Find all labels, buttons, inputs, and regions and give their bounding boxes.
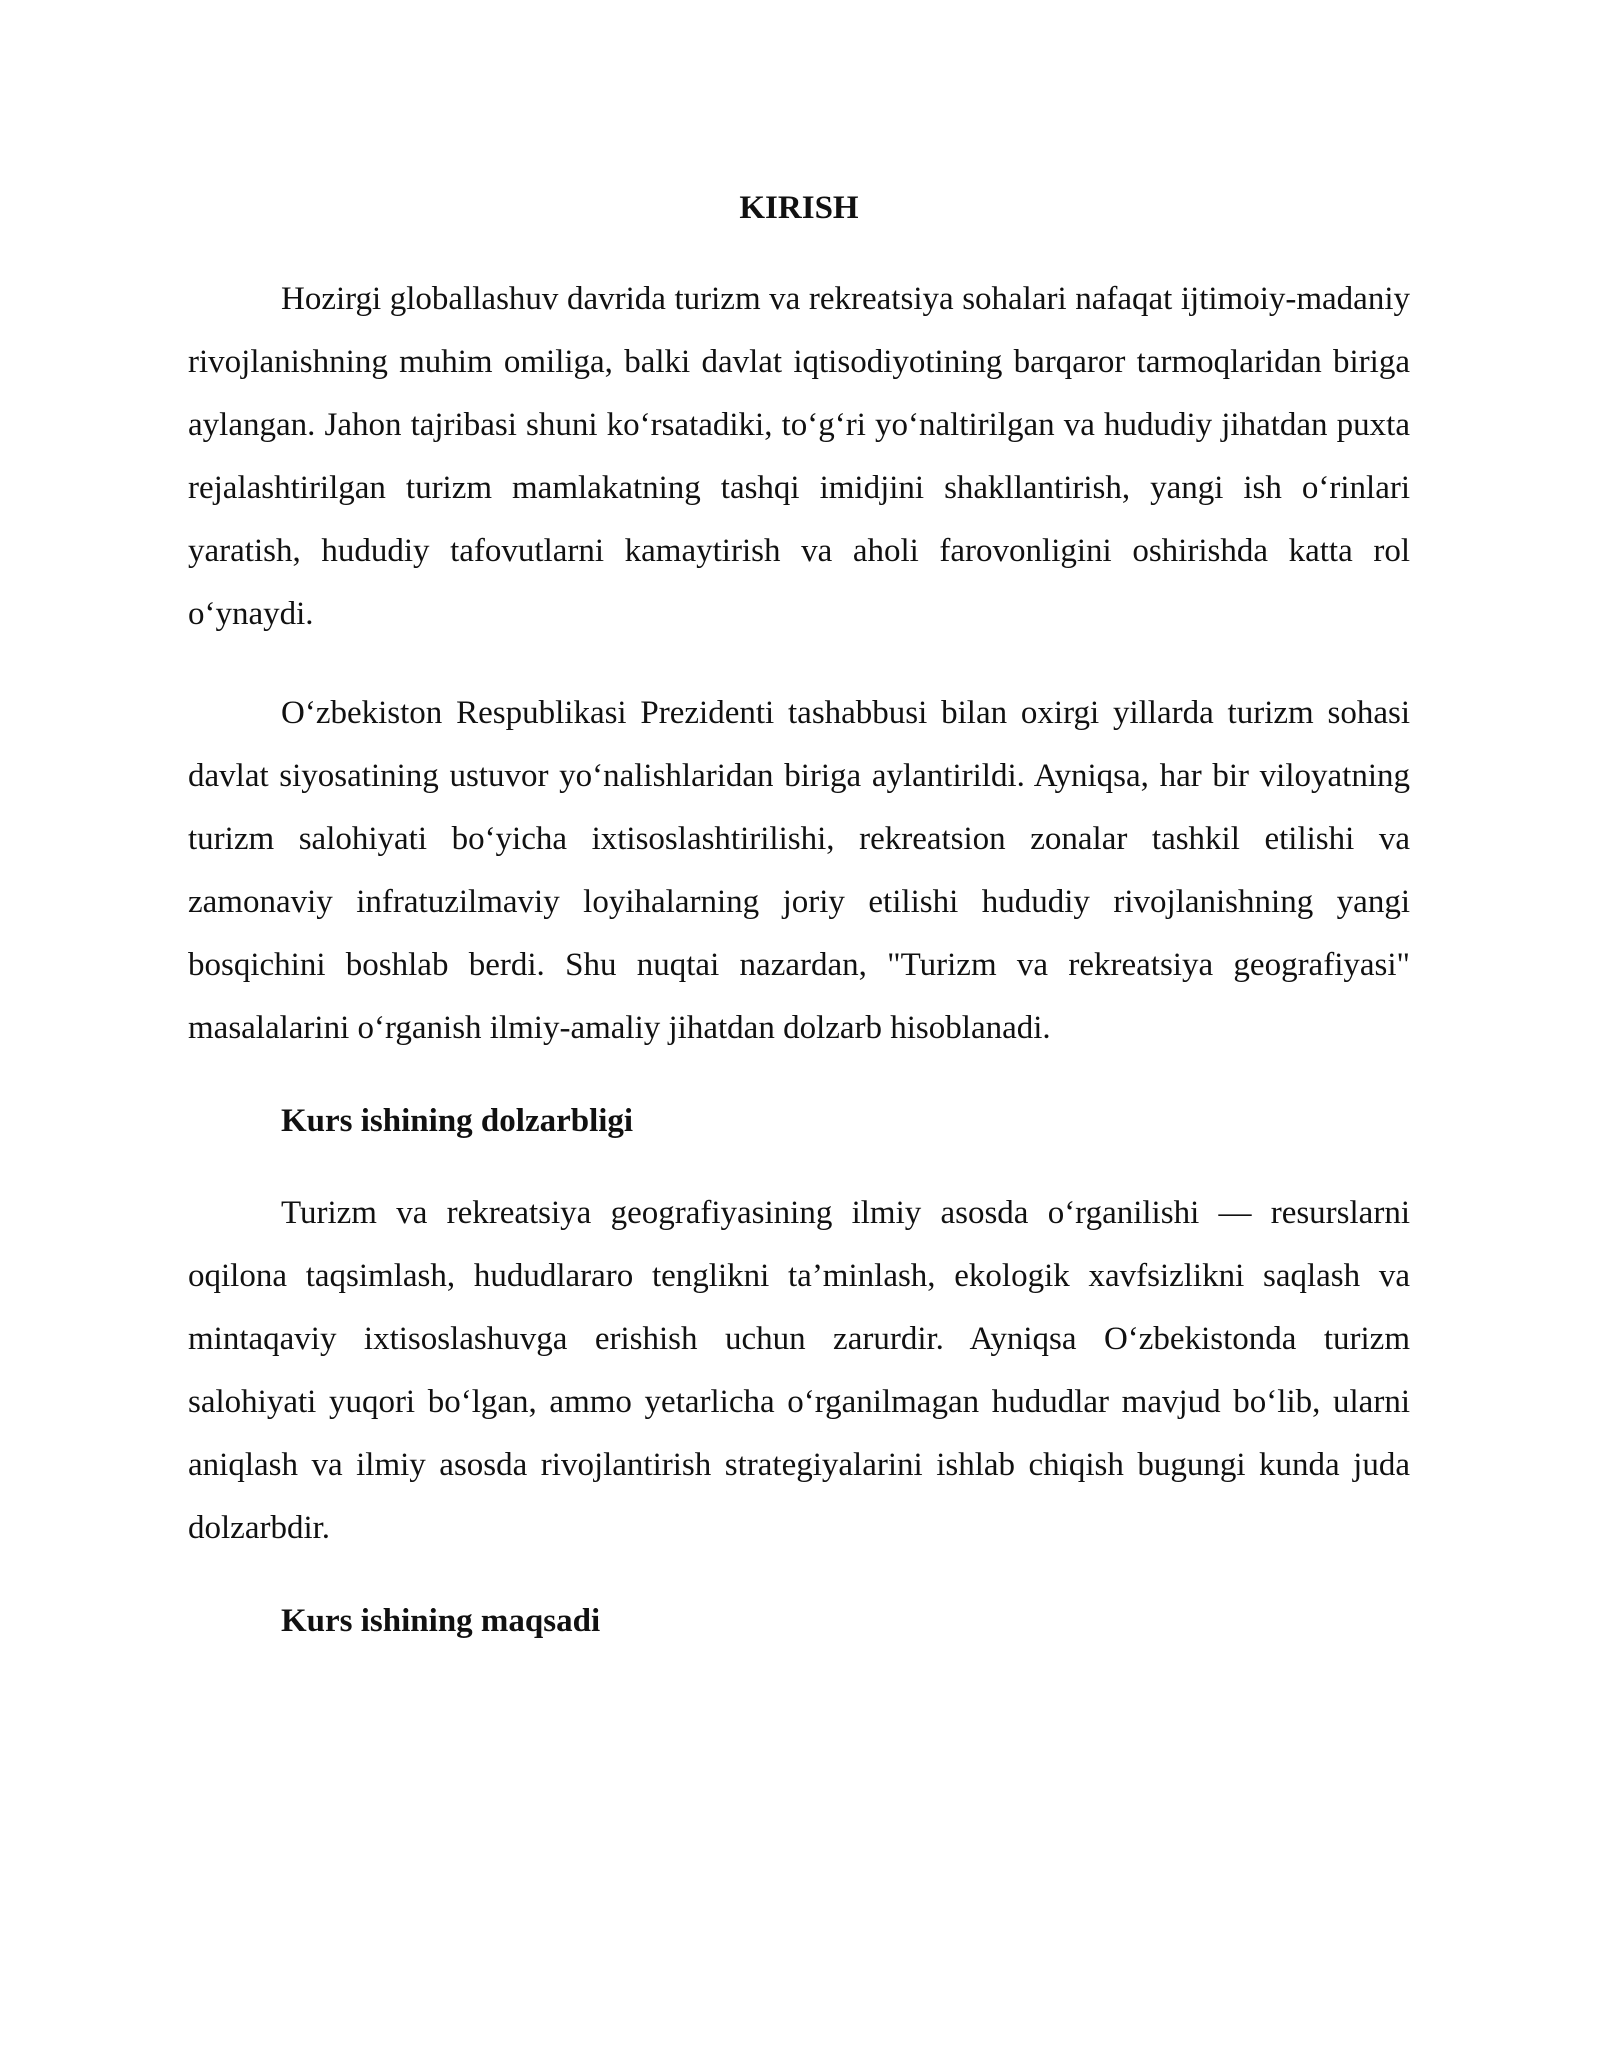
relevance-paragraph: Turizm va rekreatsiya geografiyasining ilmiy asosda oʻrganilishi — resurslarni oqilona taqsimlash, hududlararo tenglikni ta’minlash, ekologik xavfsizlikni saqlash va mintaqaviy ixtisoslashuvga erishish uchun zarurdir. Ayniqsa Oʻzbekistonda turizm salohiyati yuqori boʻlgan, ammo yetarlicha oʻrganilmagan hududlar mavjud boʻlib, ularni aniqlash va ilmiy asosda rivojlantirish strategiyalarini ishlab chiqish bugungi kunda juda dolzarbdir. xyxy=(188,1195,1410,1546)
goal-heading: Kurs ishining maqsadi xyxy=(281,1603,601,1639)
intro-paragraph-1: Hozirgi globallashuv davrida turizm va rekreatsiya sohalari nafaqat ijtimoiy-madaniy rivojlanishning muhim omiliga, balki davlat iqtisodiyotining barqaror tarmoqlaridan biriga aylangan. Jahon tajribasi shuni koʻrsatadiki, toʻgʻri yoʻnaltirilgan va hududiy jihatdan puxta rejalashtirilgan turizm mamlakatning tashqi imidjini shakllantirish, yangi ish oʻrinlari yaratish, hududiy tafovutlarni kamaytirish va aholi farovonligini oshirishda katta rol oʻynaydi. xyxy=(188,281,1410,632)
document-title: KIRISH xyxy=(739,190,859,226)
relevance-heading: Kurs ishining dolzarbligi xyxy=(281,1103,634,1139)
intro-paragraph-2: Oʻzbekiston Respublikasi Prezidenti tashabbusi bilan oxirgi yillarda turizm sohasi davlat siyosatining ustuvor yoʻnalishlaridan biriga aylantirildi. Ayniqsa, har bir viloyatning turizm salohiyati boʻyicha ixtisoslashtirilishi, rekreatsion zonalar tashkil etilishi va zamonaviy infratuzilmaviy loyihalarning joriy etilishi hududiy rivojlanishning yangi bosqichini boshlab berdi. Shu nuqtai nazardan, "Turizm va rekreatsiya geografiyasi" masalalarini oʻrganish ilmiy-amaliy jihatdan dolzarb hisoblanadi. xyxy=(188,695,1410,1046)
document-body xyxy=(188,186,1410,1682)
